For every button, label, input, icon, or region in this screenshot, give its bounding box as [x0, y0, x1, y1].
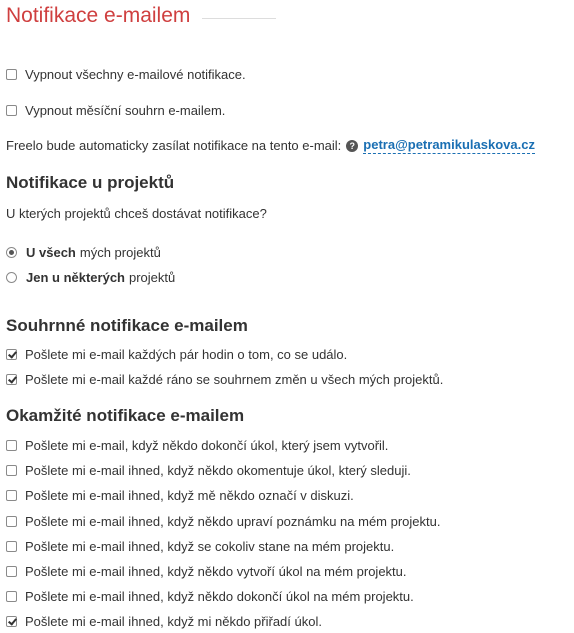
- page-title: Notifikace e-mailem: [6, 4, 191, 27]
- projects-all-bold: U všech: [26, 245, 76, 260]
- projects-some-rest: projektů: [129, 270, 176, 285]
- instant-checkbox-0[interactable]: [6, 440, 17, 451]
- instant-label: Pošlete mi e-mail, když někdo dokončí úkol, který jsem vytvořil.: [25, 438, 389, 453]
- instant-label: Pošlete mi e-mail ihned, když se cokoliv stane na mém projektu.: [25, 539, 395, 554]
- instant-checkbox-3[interactable]: [6, 516, 17, 527]
- disable-monthly-checkbox[interactable]: [6, 105, 17, 116]
- instant-item[interactable]: [6, 539, 394, 554]
- disable-monthly-label: Vypnout měsíční souhrn e-mailem.: [25, 103, 226, 118]
- instant-label: Pošlete mi e-mail ihned, když někdo vytvoří úkol na mém projektu.: [25, 564, 407, 579]
- instant-label: Pošlete mi e-mail ihned, když někdo dokončí úkol na mém projektu.: [25, 589, 414, 604]
- instant-item[interactable]: [6, 488, 354, 503]
- instant-checkbox-1[interactable]: [6, 465, 17, 476]
- instant-label: Pošlete mi e-mail ihned, když někdo okomentuje úkol, který sleduji.: [25, 463, 411, 478]
- email-info: [6, 137, 535, 154]
- disable-all-label: Vypnout všechny e-mailové notifikace.: [25, 67, 246, 82]
- projects-option-all[interactable]: [6, 245, 161, 260]
- question-circle-icon[interactable]: ?: [346, 140, 358, 152]
- disable-all-notifications[interactable]: [6, 67, 246, 82]
- instant-item[interactable]: [6, 463, 411, 478]
- projects-all-rest: mých projektů: [79, 245, 161, 260]
- disable-monthly-summary[interactable]: [6, 103, 225, 118]
- instant-heading: Okamžité notifikace e-mailem: [6, 406, 245, 425]
- projects-option-some[interactable]: [6, 270, 175, 285]
- title-divider: [202, 18, 276, 19]
- summary-checkbox-0[interactable]: [6, 349, 17, 360]
- email-info-text: Freelo bude automaticky zasílat notifikace na tento e-mail:: [6, 138, 342, 153]
- projects-question: U kterých projektů chceš dostávat notifikace?: [6, 206, 267, 221]
- instant-label: Pošlete mi e-mail ihned, když mi někdo přiřadí úkol.: [25, 614, 322, 629]
- instant-checkbox-6[interactable]: [6, 591, 17, 602]
- summary-label: Pošlete mi e-mail každé ráno se souhrnem změn u všech mých projektů.: [25, 372, 444, 387]
- instant-checkbox-7[interactable]: [6, 616, 17, 627]
- projects-all-radio[interactable]: [6, 247, 17, 258]
- instant-item[interactable]: [6, 514, 440, 529]
- instant-item[interactable]: [6, 614, 322, 629]
- instant-label: Pošlete mi e-mail ihned, když někdo upraví poznámku na mém projektu.: [25, 514, 441, 529]
- instant-item[interactable]: [6, 589, 414, 604]
- projects-heading: Notifikace u projektů: [6, 173, 175, 192]
- instant-label: Pošlete mi e-mail ihned, když mě někdo označí v diskuzi.: [25, 488, 354, 503]
- summary-checkbox-1[interactable]: [6, 374, 17, 385]
- instant-checkbox-4[interactable]: [6, 541, 17, 552]
- instant-item[interactable]: [6, 564, 407, 579]
- summary-label: Pošlete mi e-mail každých pár hodin o tom, co se událo.: [25, 347, 348, 362]
- instant-item[interactable]: [6, 438, 388, 453]
- summary-heading: Souhrnné notifikace e-mailem: [6, 316, 248, 335]
- summary-item[interactable]: [6, 347, 347, 362]
- summary-item[interactable]: [6, 372, 443, 387]
- projects-some-radio[interactable]: [6, 272, 17, 283]
- disable-all-checkbox[interactable]: [6, 69, 17, 80]
- instant-checkbox-2[interactable]: [6, 490, 17, 501]
- instant-checkbox-5[interactable]: [6, 566, 17, 577]
- page-title-row: [6, 4, 276, 28]
- projects-some-bold: Jen u některých: [26, 270, 125, 285]
- notification-email-link[interactable]: petra@petramikulaskova.cz: [363, 137, 535, 152]
